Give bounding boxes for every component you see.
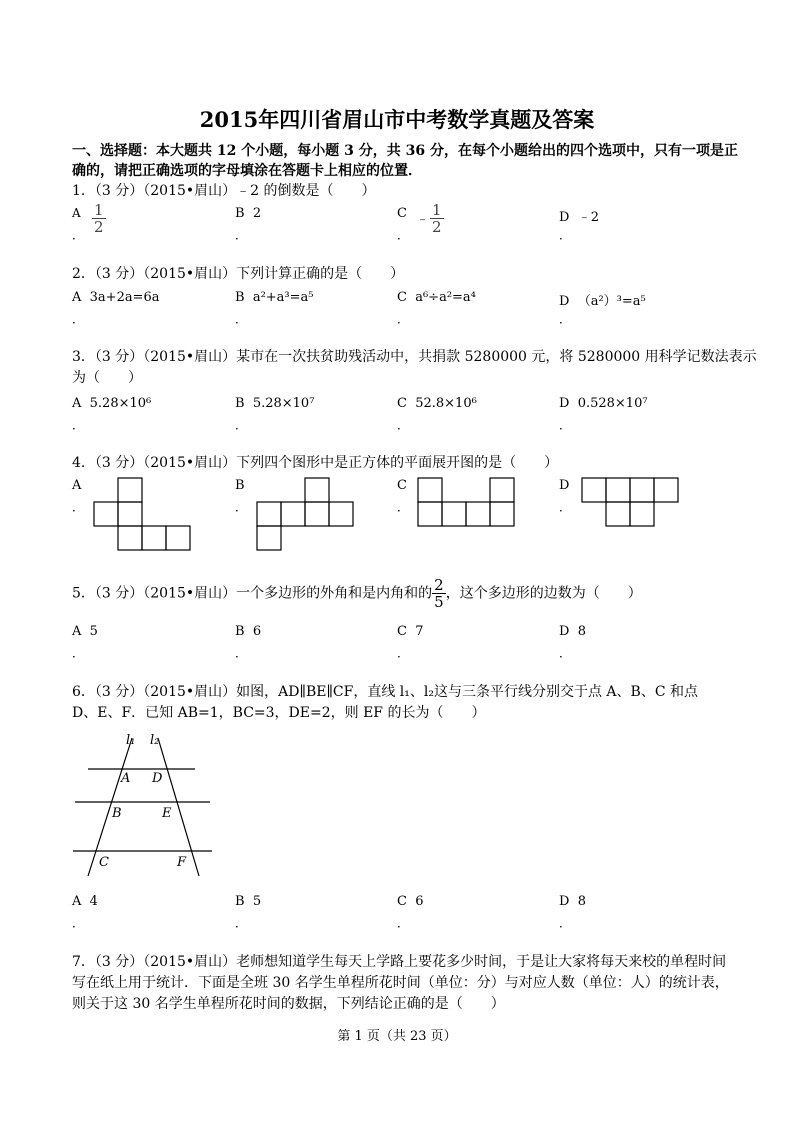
q1-option-a-label: A	[72, 206, 81, 220]
q4-figure-a	[90, 475, 200, 555]
question-3-line2: 为（ ）	[72, 370, 142, 386]
q1-a-numerator: 1	[94, 201, 104, 219]
q4-option-b-label: B	[235, 478, 245, 493]
question-6-line2: D、E、F．已知 AB=1，BC=3，DE=2，则 EF 的长为（ ）	[72, 705, 486, 721]
q1-option-c-label: C	[397, 206, 407, 221]
q1-option-a-dot: ．	[72, 228, 85, 242]
q6-label-d: D	[152, 771, 163, 786]
q1-a-denominator: 2	[94, 218, 104, 236]
q3-option-c-text: 52.8×10⁶	[415, 396, 477, 411]
q3-option-d-text: 0.528×10⁷	[577, 396, 648, 411]
q6-label-c: C	[99, 855, 109, 870]
section-heading-line2: 确的，请把正确选项的字母填涂在答题卡上相应的位置．	[72, 163, 422, 179]
q3-option-d-dot: ．	[559, 418, 572, 432]
q6-option-c	[397, 894, 424, 909]
q6-label-b: B	[112, 806, 122, 821]
q4-option-d-label: D	[559, 478, 570, 493]
q5-denominator: 5	[434, 593, 444, 611]
q3-option-c-label: C	[397, 396, 407, 411]
q3-option-c	[397, 396, 477, 411]
q2-option-c-label: C	[397, 290, 407, 305]
q2-option-b-label: B	[235, 290, 245, 305]
q5-option-a-label: A	[72, 624, 82, 639]
q1-option-b-text: 2	[252, 206, 262, 221]
q5-option-b-dot: ．	[235, 646, 248, 660]
q6-label-f: F	[177, 855, 187, 870]
q5-option-b-text: 6	[252, 624, 262, 639]
q6-option-d-dot: ．	[559, 916, 572, 930]
q4-option-c-label: C	[397, 478, 407, 493]
q3-option-a-text: 5.28×10⁶	[89, 396, 152, 411]
section-heading-line1: 一、选择题：本大题共 12 个小题，每小题 3 分，共 36 分，在每个小题给出的四个选项中，只有一项是正	[72, 143, 738, 159]
q6-option-b	[235, 894, 261, 909]
q5-option-c	[397, 624, 424, 639]
q1-option-b-dot: ．	[235, 228, 248, 242]
q1-option-b	[235, 206, 261, 221]
q3-option-b	[235, 396, 314, 411]
question-7-line2: 写在纸上用于统计．下面是全班 30 名学生单程所花时间（单位：分）与对应人数（单位：人）的统计表，	[72, 975, 729, 991]
q1-option-d	[559, 206, 599, 225]
q3-option-c-dot: ．	[397, 418, 410, 432]
q2-option-c-text: a⁶÷a²=a⁴	[415, 290, 476, 305]
question-1-text: 1．（3 分）（2015•眉山）﹣2 的倒数是（ ）	[72, 183, 376, 199]
q4-option-a-label: A	[72, 478, 82, 493]
page-footer: 第 1 页（共 23 页）	[337, 1029, 457, 1044]
q2-option-c-dot: ．	[397, 312, 410, 326]
q1-option-c-dot: ．	[397, 228, 410, 242]
q2-option-b-text: a²+a³=a⁵	[252, 290, 314, 305]
q2-option-b-dot: ．	[235, 312, 248, 326]
q6-parallel-lines-figure	[70, 728, 220, 883]
q1-option-a-fraction	[92, 202, 106, 235]
q6-option-d-text: 8	[577, 894, 586, 909]
q1-option-d-dot: ．	[559, 228, 572, 242]
q4-figure-c	[414, 475, 524, 555]
q2-option-a-dot: ．	[72, 312, 85, 326]
q3-option-d	[559, 396, 648, 411]
q3-option-b-label: B	[235, 396, 245, 411]
q5-option-c-dot: ．	[397, 646, 410, 660]
q6-option-b-dot: ．	[235, 916, 248, 930]
q4-option-c-dot: ．	[397, 500, 410, 514]
q6-option-a	[72, 894, 98, 909]
q2-option-a-text: 3a+2a=6a	[89, 290, 160, 305]
q5-text-post: ，这个多边形的边数为（ ）	[445, 585, 642, 602]
q4-option-a-dot: ．	[72, 500, 85, 514]
q2-option-b	[235, 290, 314, 305]
q6-option-d	[559, 894, 586, 909]
q2-option-a	[72, 290, 160, 305]
q5-option-d-text: 8	[577, 624, 586, 639]
q5-option-a-dot: ．	[72, 646, 85, 660]
q6-option-c-dot: ．	[397, 916, 410, 930]
question-3-line1: 3．（3 分）（2015•眉山）某市在一次扶贫助残活动中，共捐款 5280000 元，将 5280000 用科学记数法表示	[72, 349, 757, 365]
q1-option-d-label: D	[559, 210, 570, 225]
q5-option-a	[72, 624, 98, 639]
q6-option-c-text: 6	[415, 894, 424, 909]
q1-option-c-fraction	[430, 202, 444, 235]
q1-option-b-label: B	[235, 206, 245, 221]
question-5-text	[72, 577, 642, 610]
q6-label-l1: l₁	[126, 733, 136, 748]
q6-option-b-label: B	[235, 894, 245, 909]
q6-line-l1	[88, 738, 132, 876]
q5-option-c-label: C	[397, 624, 407, 639]
q5-numerator: 2	[434, 576, 444, 594]
q5-option-b	[235, 624, 261, 639]
question-2-text: 2．（3 分）（2015•眉山）下列计算正确的是（ ）	[72, 266, 405, 282]
q2-option-d-text: （a²）³=a⁵	[577, 294, 646, 309]
q1-c-numerator: 1	[432, 201, 442, 219]
q3-option-b-text: 5.28×10⁷	[252, 396, 315, 411]
q5-option-a-text: 5	[89, 624, 98, 639]
q4-option-b-dot: ．	[235, 500, 248, 514]
page-title: 2015年四川省眉山市中考数学真题及答案	[199, 107, 595, 132]
q3-option-b-dot: ．	[235, 418, 248, 432]
q3-option-a-label: A	[72, 396, 82, 411]
q6-option-b-text: 5	[252, 894, 262, 909]
q4-option-d-dot: ．	[559, 500, 572, 514]
q6-option-c-label: C	[397, 894, 407, 909]
q4-figure-b	[253, 475, 363, 555]
question-7-line3: 则关于这 30 名学生单程所花时间的数据，下列结论正确的是（ ）	[72, 996, 505, 1012]
q6-option-a-text: 4	[89, 894, 98, 909]
q6-option-d-label: D	[559, 894, 570, 909]
q1-c-denominator: 2	[432, 218, 442, 236]
q2-option-d-dot: ．	[559, 312, 572, 326]
q6-label-l2: l₂	[150, 733, 160, 748]
q2-option-d	[559, 290, 646, 309]
question-7-line1: 7．（3 分）（2015•眉山）老师想知道学生每天上学路上要花多少时间，于是让大家将每天来校的单程时间	[72, 954, 727, 970]
q1-option-d-text: ﹣2	[577, 210, 599, 225]
q2-option-c	[397, 290, 476, 305]
q6-option-a-dot: ．	[72, 916, 85, 930]
q2-option-a-label: A	[72, 290, 82, 305]
q5-option-b-label: B	[235, 624, 245, 639]
q3-option-d-label: D	[559, 396, 570, 411]
question-4-text: 4．（3 分）（2015•眉山）下列四个图形中是正方体的平面展开图的是（ ）	[72, 455, 559, 471]
q5-option-d-label: D	[559, 624, 570, 639]
q6-option-a-label: A	[72, 894, 82, 909]
q6-label-e: E	[162, 806, 172, 821]
question-6-line1: 6．（3 分）（2015•眉山）如图，AD∥BE∥CF，直线 l₁、l₂这与三条平行线分别交于点 A、B、C 和点	[72, 684, 698, 700]
q3-option-a	[72, 396, 151, 411]
q5-option-c-text: 7	[415, 624, 424, 639]
q5-option-d	[559, 624, 586, 639]
q1-option-c-sign: ﹣	[416, 212, 430, 227]
q5-option-d-dot: ．	[559, 646, 572, 660]
q3-option-a-dot: ．	[72, 418, 85, 432]
q5-text-pre: 5．（3 分）（2015•眉山）一个多边形的外角和是内角和的	[72, 585, 433, 602]
q6-label-a: A	[121, 771, 131, 786]
q2-option-d-label: D	[559, 294, 570, 309]
q4-figure-d	[578, 475, 688, 555]
